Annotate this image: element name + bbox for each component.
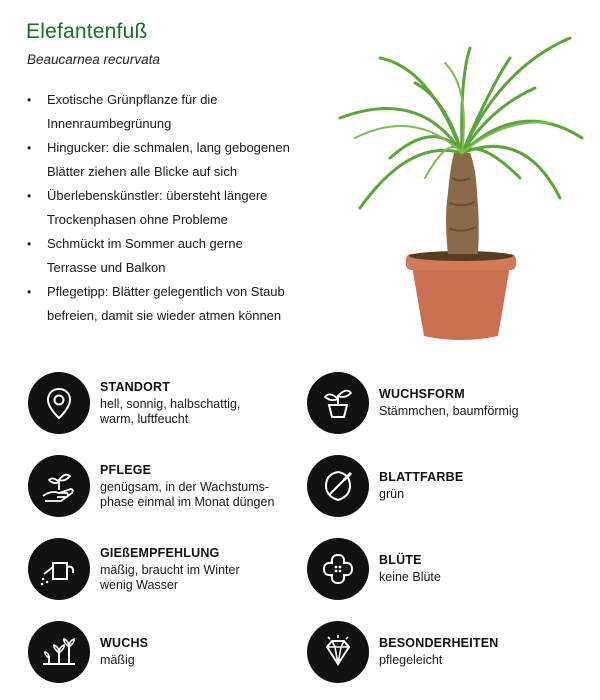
- feature-label: WUCHSFORM: [379, 387, 465, 401]
- flower-icon: [307, 538, 369, 600]
- feature-pflege: [28, 455, 298, 517]
- feature-blattfarbe: [307, 455, 577, 517]
- location-pin-icon: [28, 372, 90, 434]
- watering-can-icon: [28, 538, 90, 600]
- bullet-dot-icon: •: [27, 93, 32, 107]
- bullet-item: • Schmückt im Sommer auch gerne Terrasse und Balkon: [27, 232, 317, 280]
- feature-description: genügsam, in der Wachstums- phase einmal im Monat düngen: [100, 480, 275, 509]
- bullet-dot-icon: •: [27, 141, 32, 155]
- bullet-item: • Hingucker: die schmalen, lang gebogenen Blätter ziehen alle Blicke auf sich: [27, 136, 317, 184]
- feature-description: mäßig: [100, 653, 135, 667]
- feature-description: Stämmchen, baumförmig: [379, 404, 519, 418]
- feature-label: WUCHS: [100, 636, 149, 650]
- feature-label: BLATTFARBE: [379, 470, 464, 484]
- feature-wuchsform: [307, 372, 577, 434]
- feature-label: STANDORT: [100, 380, 171, 394]
- leaf-brush-icon: [307, 455, 369, 517]
- feature-label: GIEßEMPFEHLUNG: [100, 546, 220, 560]
- sprouts-icon: [28, 621, 90, 683]
- feature-giessempfehlung: [28, 538, 298, 600]
- plant-image: [320, 28, 590, 348]
- diamond-icon: [307, 621, 369, 683]
- feature-bullet-list: [27, 88, 317, 328]
- bullet-dot-icon: •: [27, 237, 32, 251]
- feature-description: mäßig, braucht im Winter wenig Wasser: [100, 563, 240, 592]
- feature-description: keine Blüte: [379, 570, 441, 584]
- feature-description: grün: [379, 487, 405, 501]
- page-title: Elefantenfuß: [26, 20, 148, 43]
- feature-label: BLÜTE: [379, 553, 422, 567]
- botanical-name: Beaucarnea recurvata: [27, 52, 160, 67]
- bullet-dot-icon: •: [27, 285, 32, 299]
- bullet-item: • Exotische Grünpflanze für die Innenraumbegrünung: [27, 88, 317, 136]
- feature-description: pflegeleicht: [379, 653, 443, 667]
- feature-bluete: [307, 538, 577, 600]
- potted-plant-icon: [307, 372, 369, 434]
- bullet-item: • Überlebenskünstler: übersteht längere Trockenphasen ohne Probleme: [27, 184, 317, 232]
- feature-description: hell, sonnig, halbschattig, warm, luftfeucht: [100, 397, 241, 426]
- hand-seedling-icon: [28, 455, 90, 517]
- feature-besonderheiten: [307, 621, 577, 683]
- feature-label: BESONDERHEITEN: [379, 636, 499, 650]
- feature-wuchs: [28, 621, 298, 683]
- feature-standort: [28, 372, 298, 434]
- bullet-item: • Pflegetipp: Blätter gelegentlich von Staub befreien, damit sie wieder atmen können: [27, 280, 317, 328]
- feature-label: PFLEGE: [100, 463, 152, 477]
- bullet-dot-icon: •: [27, 189, 32, 203]
